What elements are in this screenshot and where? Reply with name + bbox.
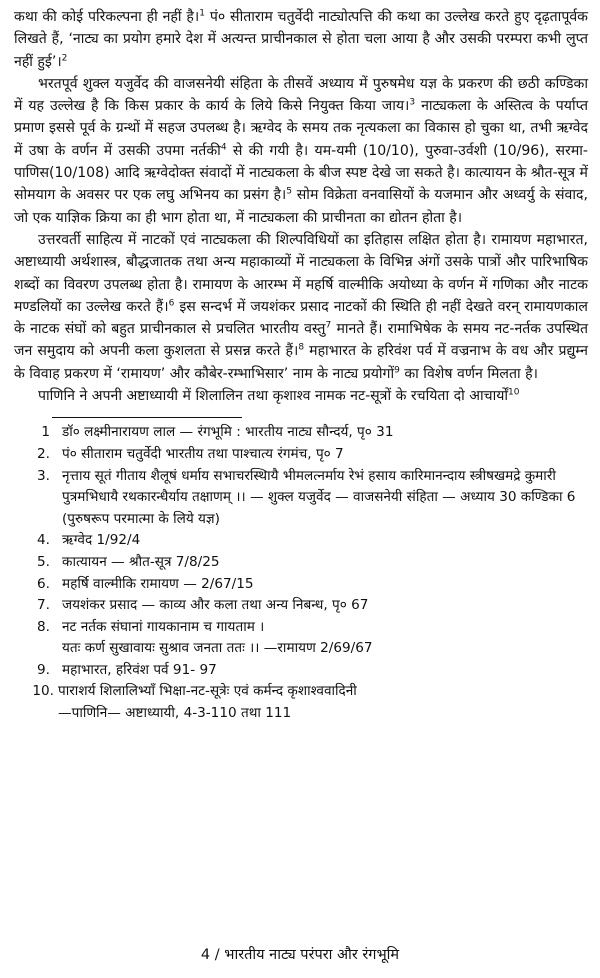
footnote-reference: 7 — [325, 320, 332, 331]
footnote-text — [62, 660, 588, 682]
footnote-line: महर्षि वाल्मीकि रामायण — 2/67/15 — [62, 575, 254, 592]
footnote-text — [58, 681, 588, 724]
footnote-reference: 4 — [220, 142, 227, 153]
footnote-text — [62, 552, 588, 574]
footnote-number: 8. — [37, 618, 50, 635]
footnote — [14, 681, 588, 724]
footnote — [14, 552, 588, 574]
text-run: महाभारत के हरिवंश पर्व में वज्रनाभ के वध और प्रद्युम्न के विवाह प्रकरण में ‘रामायण’ और कौबेर-रम्भाभिसार’ नाम के नाट्य प्रयोगों — [14, 343, 589, 382]
footnote-line: महाभारत, हरिवंश पर्व 91- 97 — [62, 661, 217, 678]
footnote-number: 9. — [37, 661, 50, 678]
footnote-line: जयशंकर प्रसाद — काव्य और कला तथा अन्य निबन्ध, पृ० 67 — [62, 597, 369, 614]
text-run: नाट्यकला के अस्तित्व के पर्याप्त प्रमाण इससे पूर्व के ग्रन्थों में सहज उपलब्ध है। ऋग्वेद के समय तक नृत्यकला का विकास हो चुका था, तभी ऋग्वेद में उषा के वर्णन में उसकी उपमा नर्तकी — [14, 98, 588, 159]
footnote-number: 3. — [37, 467, 50, 484]
footnote — [14, 595, 588, 617]
footnote-line: नट नर्तक संघानां गायकानाम च गायताम । — [62, 618, 265, 635]
footnote-text — [62, 422, 588, 444]
footnote — [14, 422, 588, 444]
footnote-text — [62, 466, 588, 531]
footnote-text — [62, 574, 588, 596]
running-title: भारतीय नाट्य परंपरा और रंगभूमि — [224, 947, 400, 963]
footnote — [14, 617, 588, 660]
footnote — [14, 530, 588, 552]
page-footer — [0, 944, 600, 964]
footer-separator: / — [214, 947, 220, 963]
footnote-text — [62, 444, 588, 466]
footnote-line: पं० सीताराम चतुर्वेदी भारतीय तथा पाश्चात्य रंगमंच, पृ० 7 — [62, 445, 344, 462]
footnote-line: डॉ० लक्ष्मीनारायण लाल — रंगभूमि : भारतीय नाट्य सौन्दर्य, पृ० 31 — [62, 424, 394, 441]
text-run: कथा की कोई परिकल्पना ही नहीं है। — [14, 9, 200, 25]
footnote-line: यतः कर्ण सुखावायः सुश्राव जनता ततः ।। —रामायण 2/69/67 — [62, 640, 373, 657]
footnote — [14, 574, 588, 596]
footnote — [14, 466, 588, 531]
footnote-reference: 5 — [286, 186, 293, 197]
text-run: पाणिनि ने अपनी अष्टाध्यायी में शिलालिन तथा कृशाश्व नामक नट-सूत्रों के रचयिता दो आचार्यों — [38, 388, 509, 405]
footnote-list — [14, 422, 588, 724]
text-run: सोम विक्रेता वनवासियों के यजमान और अध्वर्यु के संवाद, जो एक याज्ञिक क्रिया का ही भाग होता था, में नाट्यकला की प्राचीनता का द्योतन होता है। — [14, 187, 588, 226]
paragraph — [14, 73, 588, 229]
footnote-line: —पाणिनि— अष्टाध्यायी, 4-3-110 तथा 111 — [58, 705, 292, 722]
footnote-number: 2. — [37, 445, 50, 462]
text-run: इस सन्दर्भ में जयशंकर प्रसाद नाटकों की स्थिति ही नहीं देखते वरन् रामायणकाल के नाटक संघों को बहुत प्राचीनकाल से प्रचलित भारतीय वस्तु — [14, 298, 588, 338]
footnote-divider — [52, 417, 242, 418]
footnote-number: 1 — [41, 424, 50, 441]
footnote-number: 6. — [37, 575, 50, 592]
footnote-reference: 3 — [409, 97, 416, 108]
footnote-number: 7. — [37, 597, 50, 614]
paragraph — [14, 229, 588, 385]
footnote-line: पाराशर्य शिलालिभ्याँ भिक्षा-नट-सूत्रेः एवं कर्मन्द कृशाश्ववादिनी — [58, 683, 357, 700]
footnote-reference: 10 — [508, 387, 520, 398]
text-run: पं० सीताराम चतुर्वेदी नाट्योत्पत्ति की कथा का उल्लेख करते हुए दृढ़तापूर्वक लिखते हैं, ‘नाट्य का प्रयोग हमारे देश में अत्यन्त प्राचीनकाल से होता चला आया है और उसकी परम्परा कभी लुप्त नहीं हुई’। — [14, 9, 588, 70]
text-run: का विशेष वर्णन मिलता है। — [399, 365, 538, 382]
footnote-line: ऋग्वेद 1/92/4 — [62, 532, 141, 549]
main-text — [14, 6, 588, 407]
text-run: भरतपूर्व शुक्ल यजुर्वेद की वाजसनेयी संहिता के तीसवें अध्याय में पुरुषमेध यज्ञ के प्रकरण की छठी कण्डिका में यह उल्लेख है कि किस प्रकार के कार्य के लिये किसे नियुक्त किया जाय। — [14, 75, 588, 115]
footnote-reference: 8 — [298, 342, 305, 353]
page-number: 4 — [200, 947, 211, 963]
footnote-line: नृत्ताय सूतं गीताय शैलूषं धर्माय सभाचरस्थिायै भीमलत्नर्माय रेभं हसाय कारिमानन्दाय स्त्रीषखमद्रे कुमारी पुत्रमभिधायै रथकारन्धैर्याय तक्षाणम् ।। — शुक्ल यजुर्वेद — वाजसनेयी संहिता — अध्याय 30 कण्डिका 6 (पुरुषरूप परमात्मा के लिये यज्ञ) — [62, 467, 576, 527]
text-run: उत्तरवर्ती साहित्य में नाटकों एवं नाट्यकला की शिल्पविधियों का इतिहास लक्षित होता है। रामायण महाभारत, अष्टाध्यायी अर्थशास्त्र, बौद्धजातक तथा अन्य महाकाव्यों में नाट्यकला के विभिन्न अंगों उसके पात्रों और पारिभाषिक शब्दों का विवरण उपलब्ध होता है। रामायण के आरम्भ में महर्षि वाल्मीकि अयोध्या के वर्णन में गणिका और नाटक मण्डलियों का उल्लेख करते हैं। — [14, 231, 588, 315]
footnote-line: कात्यायन — श्रौत-सूत्र 7/8/25 — [62, 553, 220, 570]
paragraph — [14, 6, 588, 73]
footnote-number: 10. — [32, 683, 54, 700]
footnote-number: 4. — [37, 532, 50, 549]
footnote-reference: 9 — [394, 365, 400, 376]
footnote-text — [62, 617, 588, 660]
footnote-text — [62, 595, 588, 617]
footnote-reference: 1 — [199, 8, 205, 19]
text-run: से की गयी है। यम-यमी (10/10), पुरुवा-उर्वशी (10/96), सरमा-पाणिस(10/108) आदि ऋग्वेदोक्त संवादों में नाट्यकला के बीज स्पष्ट देखे जा सकते है। कात्यायन के श्रौत-सूत्र में सोमयाग के अवसर पर एक लघु अभिनय का प्रसंग है। — [14, 142, 588, 204]
paragraph — [14, 385, 588, 407]
footnote-text — [62, 530, 588, 552]
footnote — [14, 660, 588, 682]
footnote-reference: 2 — [61, 52, 68, 63]
footnote-number: 5. — [37, 553, 50, 570]
footnote — [14, 444, 588, 466]
footnote-reference: 6 — [168, 298, 175, 309]
text-run: मानते हैं। रामाभिषेक के समय नट-नर्तक उपस्थित जन समुदाय को अपनी कला कुशलता से प्रसन्न करते हैं। — [14, 321, 589, 360]
